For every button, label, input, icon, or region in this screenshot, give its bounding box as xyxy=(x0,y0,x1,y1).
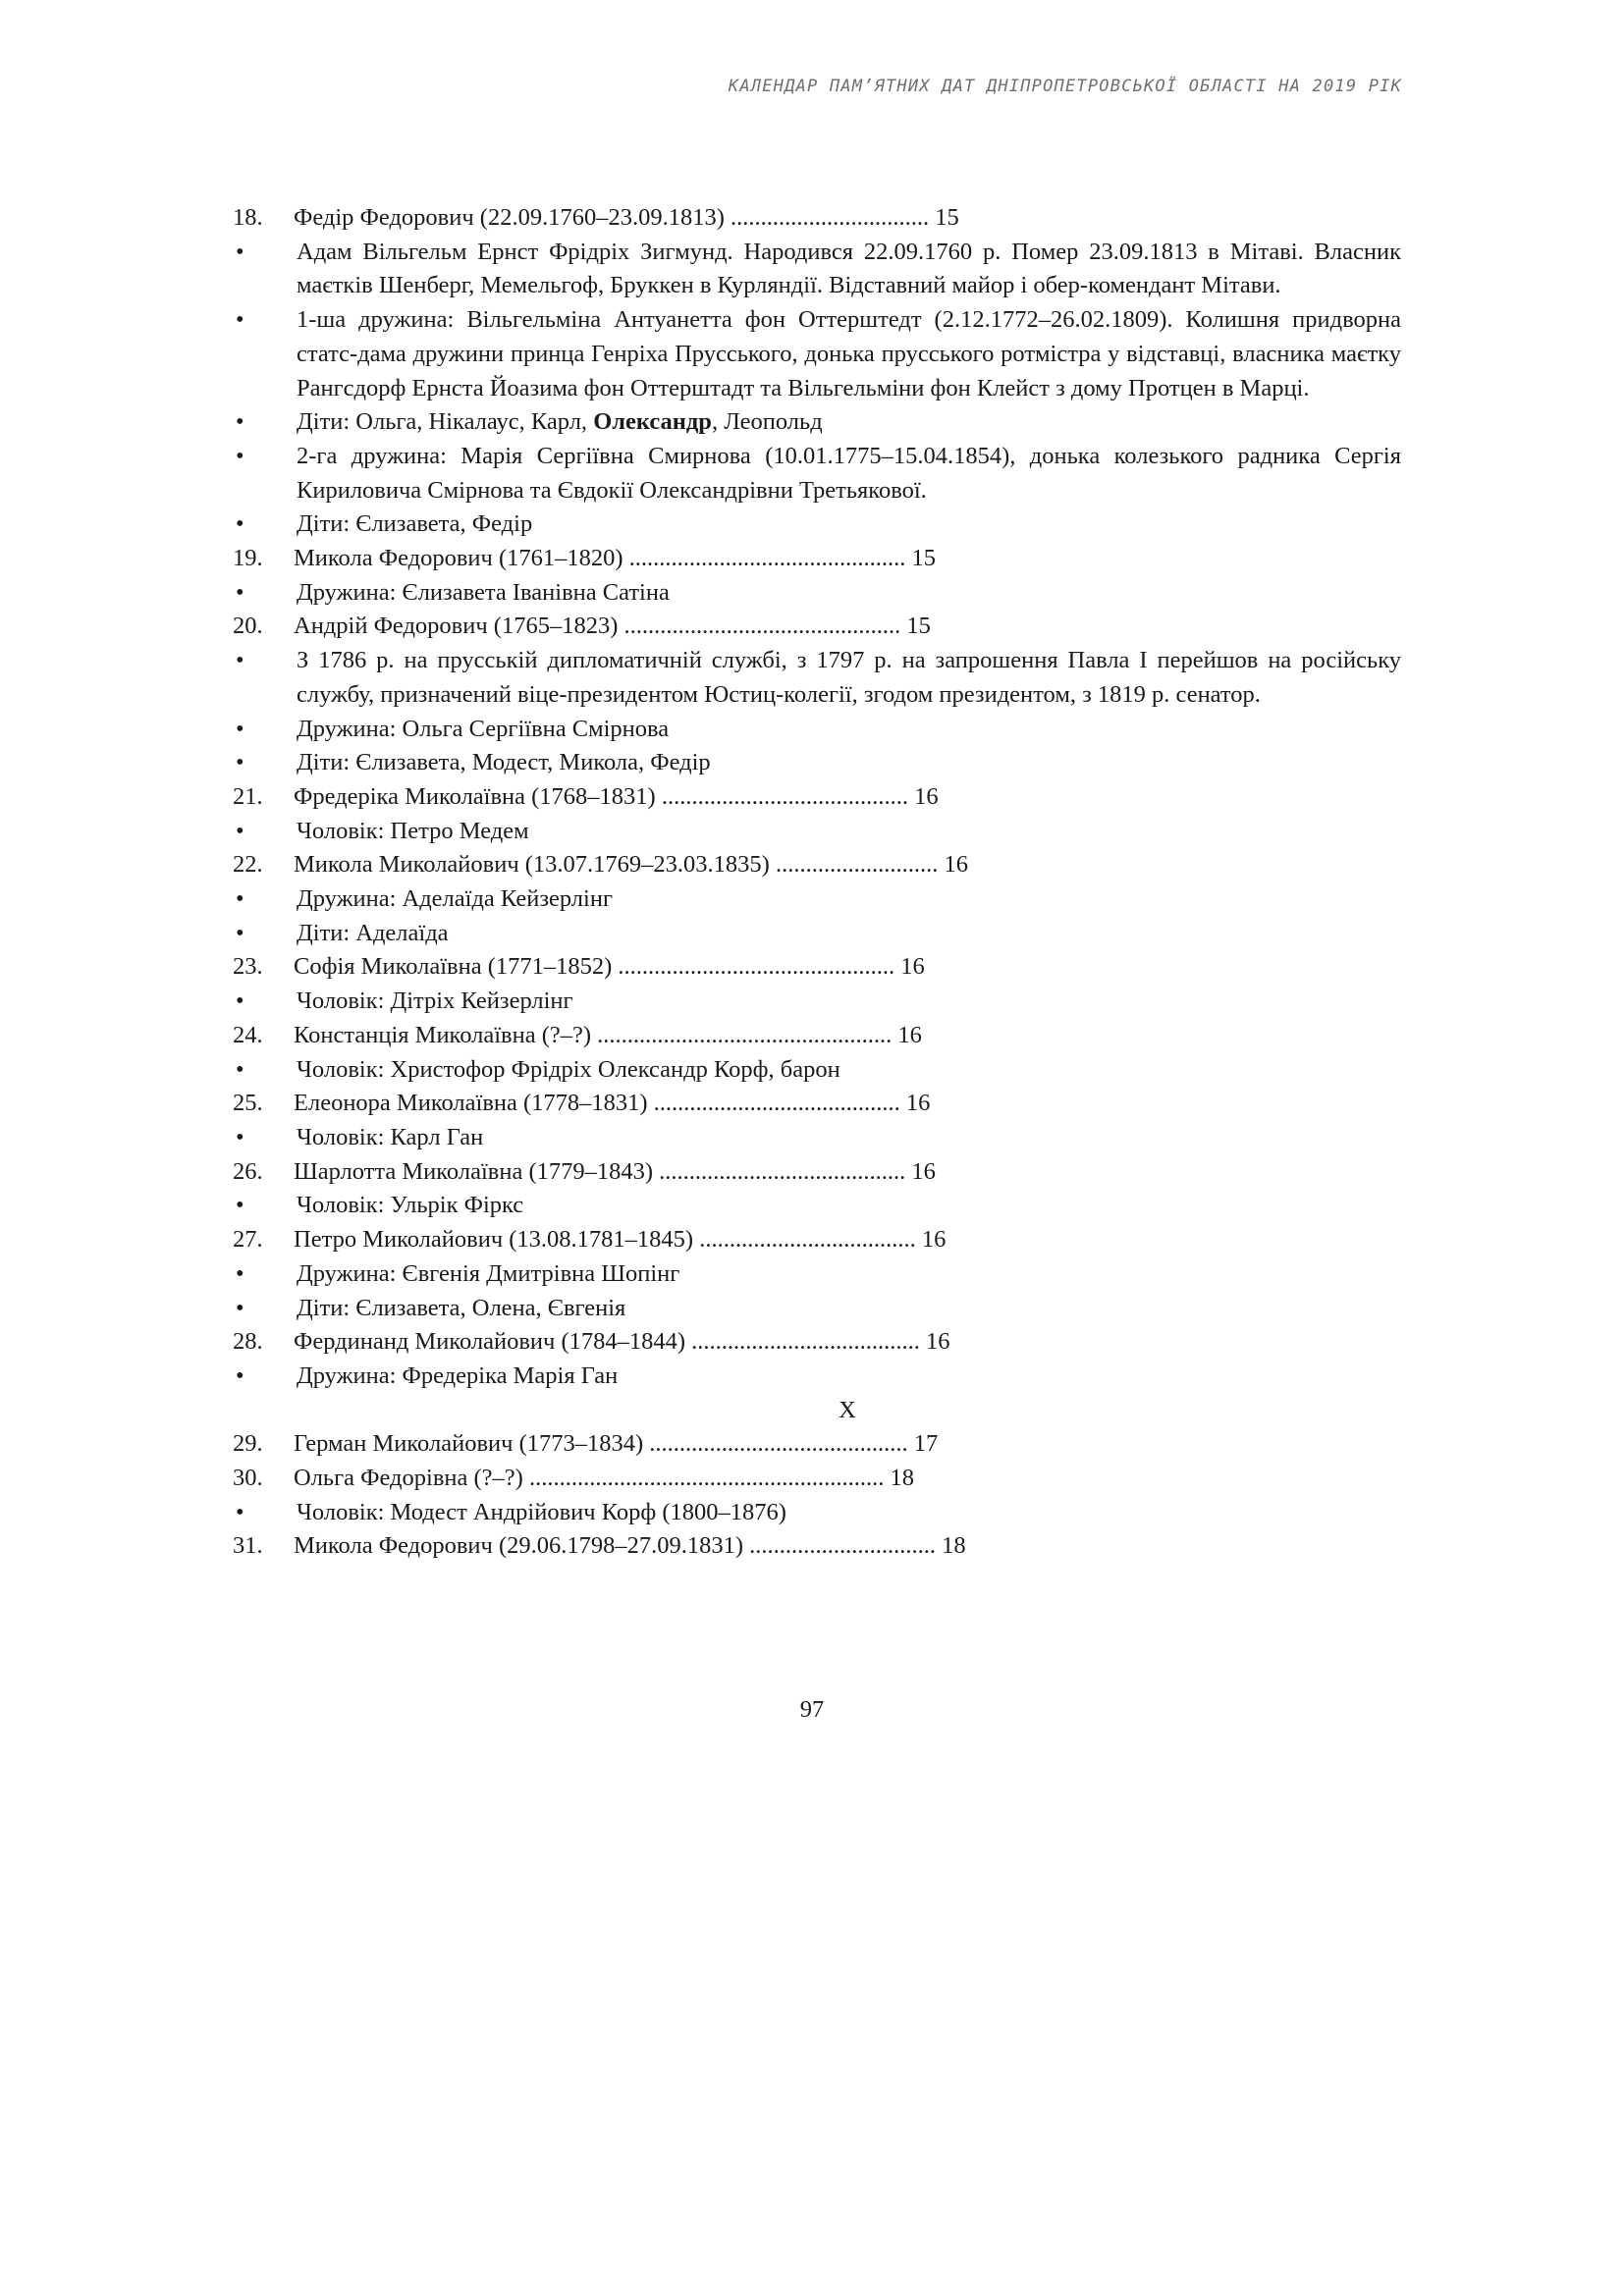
list-item xyxy=(233,1292,1401,1326)
item-number: 22. xyxy=(233,851,263,879)
list-item xyxy=(233,1189,1401,1223)
list-item xyxy=(233,917,1401,951)
bullet-marker: • xyxy=(236,1498,244,1525)
item-text: Микола Федорович (29.06.1798–27.09.1831) ............................... 18 xyxy=(294,1532,966,1560)
item-text: Фредеріка Миколаївна (1768–1831) ......................................... 16 xyxy=(294,782,939,810)
page-number: 97 xyxy=(799,1696,825,1723)
item-text: Микола Миколайович (13.07.1769–23.03.1835) ........................... 16 xyxy=(294,851,968,879)
item-text-before: Діти: Ольга, Нікалаус, Карл, xyxy=(297,408,594,436)
item-number: 23. xyxy=(233,953,263,981)
list-item xyxy=(233,1121,1401,1155)
bullet-marker: • xyxy=(236,1055,244,1083)
item-number: 29. xyxy=(233,1430,263,1458)
bullet-marker: • xyxy=(236,885,244,913)
bullet-marker: • xyxy=(236,988,244,1015)
item-text: Діти: Єлизавета, Олена, Євгенія xyxy=(297,1294,626,1321)
list-item xyxy=(233,1155,1401,1190)
bullet-marker: • xyxy=(236,442,244,469)
list-item xyxy=(233,1325,1401,1360)
list-item xyxy=(233,985,1401,1019)
item-text xyxy=(297,405,1401,440)
genealogy-list xyxy=(233,201,1401,1564)
bullet-marker: • xyxy=(236,749,244,776)
item-text-after: , Леопольд xyxy=(711,408,823,436)
item-text: Ольга Федорівна (?–?) ........................................................... 18 xyxy=(294,1465,914,1492)
list-item xyxy=(233,507,1401,542)
bullet-marker: • xyxy=(236,1259,244,1287)
item-text: Герман Миколайович (1773–1834) ........................................... 17 xyxy=(294,1430,939,1458)
list-item xyxy=(233,882,1401,917)
list-item xyxy=(233,1053,1401,1088)
list-item xyxy=(233,713,1401,747)
item-text: Чоловік: Христофор Фрідріх Олександр Корф, барон xyxy=(297,1055,840,1083)
list-item xyxy=(233,1496,1401,1530)
item-text: Микола Федорович (1761–1820) .............................................. 15 xyxy=(294,545,937,572)
list-item xyxy=(233,780,1401,815)
item-number: 26. xyxy=(233,1157,263,1185)
item-text: 1-ша дружина: Вільгельміна Антуанетта фон Оттерштедт (2.12.1772–26.02.1809). Колишня придворна статс-дама дружини принца Генріха Прусського, донька прусського ротмістра у відставці, власника маєтку Рангсдорф Ернста Йоазима фон Оттерштадт та Вільгельміни фон Клейст з дому Протцен в Марці. xyxy=(297,306,1401,401)
bullet-marker: • xyxy=(236,647,244,674)
list-item xyxy=(233,950,1401,985)
item-number: 20. xyxy=(233,613,263,640)
item-text: Діти: Єлизавета, Модест, Микола, Федір xyxy=(297,749,711,776)
item-text: Чоловік: Карл Ган xyxy=(297,1123,484,1150)
list-item xyxy=(233,1223,1401,1257)
item-text: Дружина: Євгенія Дмитрівна Шопінг xyxy=(297,1259,680,1287)
list-item xyxy=(233,610,1401,644)
item-text: Констанція Миколаївна (?–?) ................................................. 16 xyxy=(294,1021,922,1048)
item-text: Чоловік: Петро Медем xyxy=(297,817,529,844)
list-item xyxy=(233,815,1401,849)
list-item xyxy=(233,236,1401,303)
item-number: 24. xyxy=(233,1021,263,1048)
item-text: З 1786 р. на прусській дипломатичній службі, з 1797 р. на запрошення Павла І перейшов на російську службу, призначений віце-президентом Юстиц-колегії, згодом президентом, з 1819 р. сенатор. xyxy=(297,647,1401,708)
item-text: Дружина: Фредеріка Марія Ган xyxy=(297,1362,619,1389)
bullet-marker: • xyxy=(236,238,244,265)
section-heading: X xyxy=(839,1396,856,1423)
list-item xyxy=(233,405,1401,440)
bullet-marker: • xyxy=(236,306,244,334)
bullet-marker: • xyxy=(236,408,244,436)
bullet-marker: • xyxy=(236,715,244,742)
item-number: 31. xyxy=(233,1532,263,1560)
item-text: Фердинанд Миколайович (1784–1844) ...................................... 16 xyxy=(294,1328,950,1356)
bullet-marker: • xyxy=(236,919,244,946)
item-text: Чоловік: Модест Андрійович Корф (1800–1876) xyxy=(297,1498,786,1525)
item-text-bold: Олександр xyxy=(593,408,712,436)
item-text: Шарлотта Миколаївна (1779–1843) ......................................... 16 xyxy=(294,1157,936,1185)
item-number: 25. xyxy=(233,1090,263,1117)
bullet-marker: • xyxy=(236,510,244,538)
list-item xyxy=(233,1360,1401,1394)
list-item xyxy=(233,848,1401,882)
bullet-marker: • xyxy=(236,578,244,606)
item-text: 2-га дружина: Марія Сергіївна Смирнова (10.01.1775–15.04.1854), донька колезького радника Сергія Кириловича Смірнова та Євдокії Олександрівни Третьякової. xyxy=(297,442,1401,504)
bullet-marker: • xyxy=(236,1123,244,1150)
item-text: Діти: Аделаїда xyxy=(297,919,449,946)
item-text: Андрій Федорович (1765–1823) .............................................. 15 xyxy=(294,613,931,640)
item-text: Діти: Єлизавета, Федір xyxy=(297,510,533,538)
item-number: 18. xyxy=(233,204,263,231)
item-text: Чоловік: Ульрік Фіркс xyxy=(297,1192,524,1219)
list-item xyxy=(233,576,1401,611)
bullet-marker: • xyxy=(236,1362,244,1389)
list-item xyxy=(233,542,1401,576)
item-text: Чоловік: Дітріх Кейзерлінг xyxy=(297,988,573,1015)
list-item xyxy=(233,746,1401,780)
list-item xyxy=(233,1087,1401,1121)
list-item xyxy=(233,201,1401,236)
list-item xyxy=(233,303,1401,405)
list-item xyxy=(233,1529,1401,1564)
list-item xyxy=(233,440,1401,507)
bullet-marker: • xyxy=(236,817,244,844)
item-text: Дружина: Єлизавета Іванівна Сатіна xyxy=(297,578,670,606)
item-number: 30. xyxy=(233,1465,263,1492)
item-number: 27. xyxy=(233,1226,263,1254)
item-text: Петро Миколайович (13.08.1781–1845) .................................... 16 xyxy=(294,1226,947,1254)
item-number: 21. xyxy=(233,782,263,810)
list-item xyxy=(233,1462,1401,1496)
bullet-marker: • xyxy=(236,1294,244,1321)
item-text: Федір Федорович (22.09.1760–23.09.1813) ................................. 15 xyxy=(294,204,959,231)
list-item xyxy=(233,1257,1401,1292)
item-text: Елеонора Миколаївна (1778–1831) ......................................... 16 xyxy=(294,1090,931,1117)
running-header: КАЛЕНДАР ПАМ’ЯТНИХ ДАТ ДНІПРОПЕТРОВСЬКОЇ ОБЛАСТІ НА 2019 РІК xyxy=(728,77,1402,96)
item-text: Адам Вільгельм Ернст Фрідріх Зигмунд. Народився 22.09.1760 р. Помер 23.09.1813 в Мітаві. Власник маєтків Шенберг, Мемельгоф, Бруккен в Курляндії. Відставний майор і обер-комендант Мітави. xyxy=(297,238,1401,299)
item-text: Дружина: Ольга Сергіївна Смірнова xyxy=(297,715,670,742)
item-text: Софія Миколаївна (1771–1852) .............................................. 16 xyxy=(294,953,925,981)
item-number: 19. xyxy=(233,545,263,572)
list-item xyxy=(233,644,1401,712)
bullet-marker: • xyxy=(236,1192,244,1219)
item-number: 28. xyxy=(233,1328,263,1356)
list-item xyxy=(233,1019,1401,1053)
list-item xyxy=(233,1427,1401,1462)
item-text: Дружина: Аделаїда Кейзерлінг xyxy=(297,885,613,913)
